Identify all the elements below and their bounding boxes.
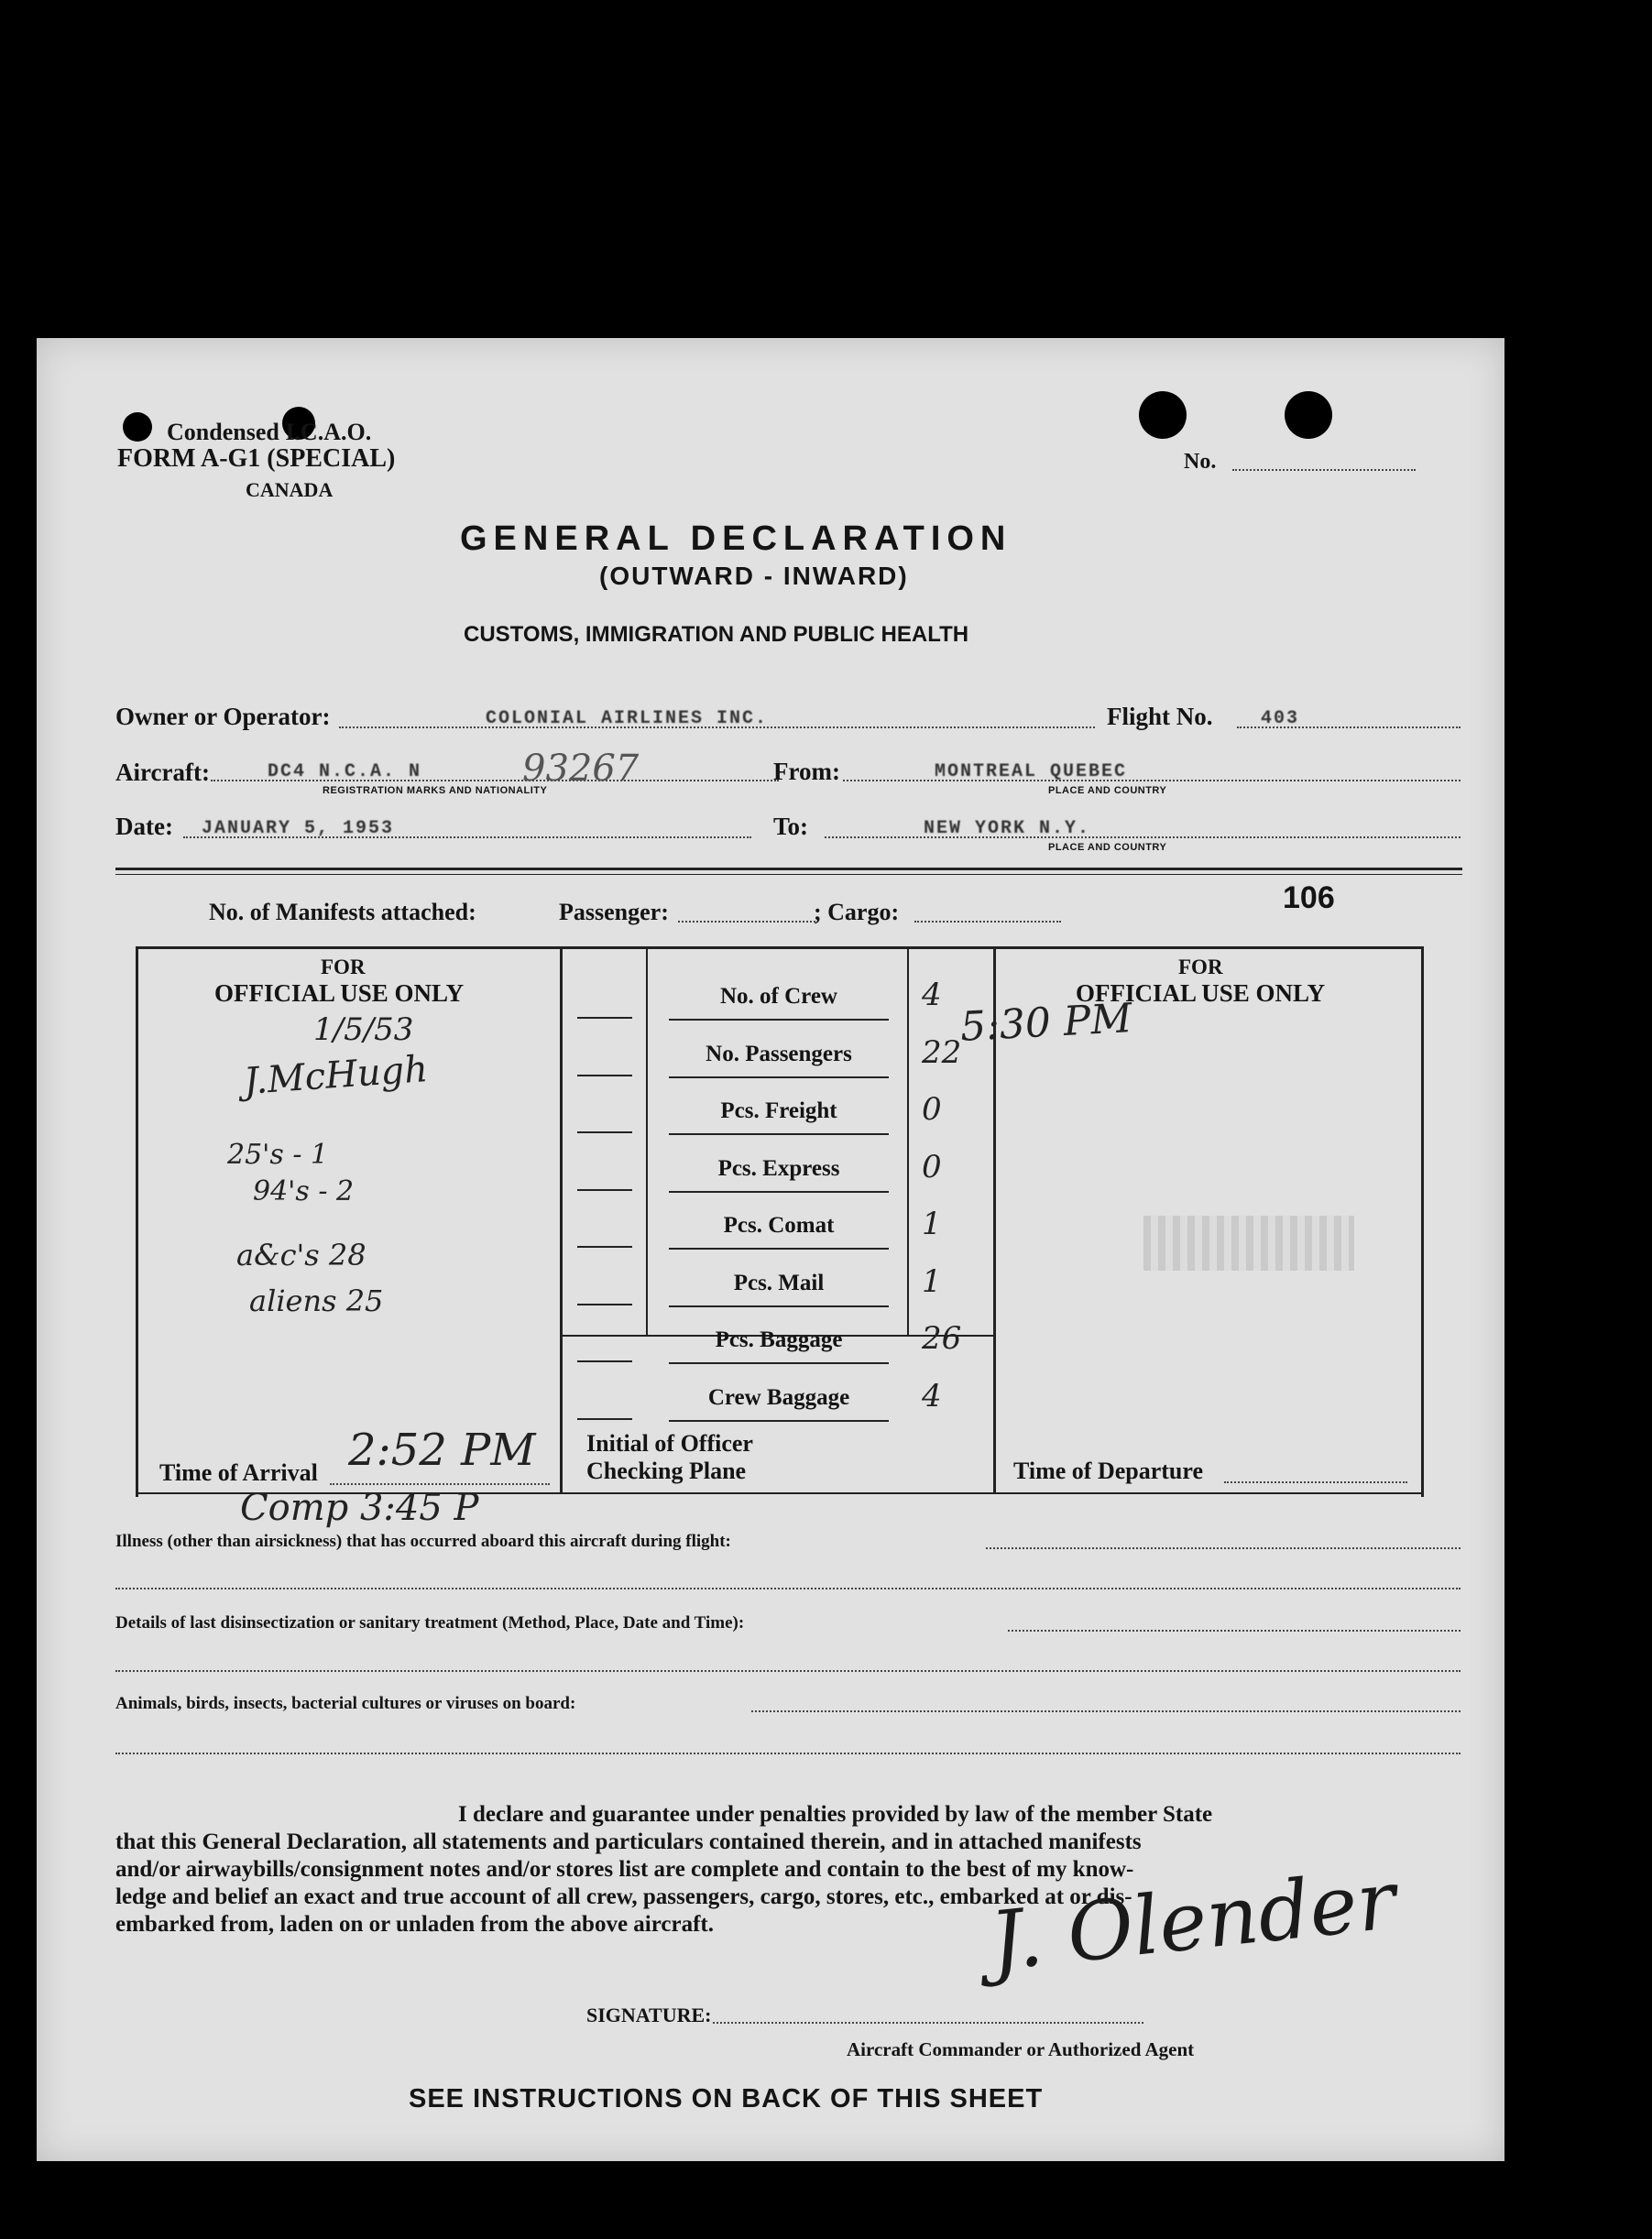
form-line-2: FORM A-G1 (SPECIAL) — [117, 444, 396, 473]
declaration-line-4: ledge and belief an exact and true account of all crew, passengers, cargo, stores, etc., embarked at or dis- — [115, 1884, 1132, 1909]
row-value: 0 — [922, 1091, 942, 1128]
initial-officer-line-2: Checking Plane — [586, 1458, 747, 1484]
row-label: Pcs. Mail — [733, 1270, 825, 1295]
row-label: No. Passengers — [706, 1041, 852, 1066]
declaration-line-3: and/or airwaybills/consignment notes and/or stores list are complete and contain to the best of my know- — [115, 1857, 1134, 1882]
declaration-line-5: embarked from, laden on or unladen from the above aircraft. — [115, 1912, 714, 1937]
declaration-line-2: that this General Declaration, all statements and particulars contained therein, and in attached manifests — [115, 1829, 1142, 1854]
form-number-label: No. — [1184, 450, 1217, 474]
note-officer-signature: J.McHugh — [242, 1048, 430, 1103]
right-official-for: FOR — [1178, 956, 1223, 978]
row-blank-line — [577, 1246, 632, 1248]
row-underline — [669, 1248, 889, 1250]
row-blank-line — [577, 1075, 632, 1076]
from-value: MONTREAL QUEBEC — [935, 761, 1128, 782]
time-departure-line — [1224, 1481, 1407, 1483]
note-line-4: aliens 25 — [249, 1283, 384, 1318]
row-value: 26 — [922, 1320, 962, 1357]
date-label: Date: — [115, 813, 173, 840]
signature-caption: Aircraft Commander or Authorized Agent — [847, 2038, 1195, 2060]
flight-value: 403 — [1261, 708, 1300, 729]
illness-label: Illness (other than airsickness) that has occurred aboard this aircraft during flight: — [115, 1532, 731, 1551]
left-official-for: FOR — [321, 956, 366, 978]
from-label: From: — [773, 758, 840, 785]
manifests-passenger-label: Passenger: — [559, 899, 669, 925]
separator-line-2 — [115, 874, 1462, 875]
row-value: 22 — [922, 1033, 962, 1071]
row-underline — [669, 1019, 889, 1021]
note-date: 1/5/53 — [313, 1011, 414, 1048]
manifests-label: No. of Manifests attached: — [209, 899, 476, 925]
owner-label: Owner or Operator: — [115, 703, 331, 730]
table-divider-label-right — [907, 946, 909, 1337]
declaration-form-sheet — [37, 338, 1504, 2161]
manifests-cargo-line — [914, 921, 1061, 923]
manifests-passenger-line — [678, 921, 815, 923]
row-label: Pcs. Freight — [720, 1098, 837, 1123]
row-value: 4 — [922, 1377, 942, 1414]
disinsect-line-2 — [115, 1670, 1461, 1672]
to-value: NEW YORK N.Y. — [924, 818, 1091, 839]
aircraft-handwritten: 93267 — [522, 748, 640, 790]
row-blank-line — [577, 1131, 632, 1133]
animals-label: Animals, birds, insects, bacterial cultures or viruses on board: — [115, 1694, 576, 1713]
aircraft-caption: REGISTRATION MARKS AND NATIONALITY — [323, 785, 548, 796]
form-line-1: Condensed I.C.A.O. — [167, 419, 372, 445]
row-value: 1 — [922, 1206, 942, 1242]
date-value: JANUARY 5, 1953 — [202, 818, 395, 839]
declaration-line-1: I declare and guarantee under penalties provided by law of the member State — [458, 1802, 1213, 1827]
aircraft-label: Aircraft: — [115, 759, 210, 786]
row-value: 0 — [922, 1148, 942, 1185]
table-divider-label-left — [646, 946, 648, 1337]
row-underline — [669, 1305, 889, 1307]
row-blank-line — [577, 1017, 632, 1019]
signature-label: SIGNATURE: — [586, 2004, 712, 2026]
flight-label: Flight No. — [1107, 703, 1213, 730]
punch-hole-header — [123, 412, 152, 442]
row-underline — [669, 1191, 889, 1193]
handwritten-signature: J. Olender — [985, 1852, 1401, 1989]
to-caption: PLACE AND COUNTRY — [1048, 842, 1167, 853]
manifests-cargo-label: ; Cargo: — [814, 899, 900, 925]
row-value: 1 — [922, 1262, 942, 1300]
illness-line-1 — [986, 1547, 1461, 1549]
aircraft-value: DC4 N.C.A. N — [268, 761, 422, 782]
customs-heading: CUSTOMS, IMMIGRATION AND PUBLIC HEALTH — [464, 622, 969, 647]
signature-line — [713, 2022, 1143, 2024]
row-underline — [669, 1362, 889, 1364]
to-label: To: — [773, 813, 809, 840]
row-label: Pcs. Comat — [723, 1213, 835, 1238]
footer-instructions: SEE INSTRUCTIONS ON BACK OF THIS SHEET — [409, 2084, 1044, 2113]
row-blank-line — [577, 1418, 632, 1420]
row-underline — [669, 1076, 889, 1078]
time-arrival-line — [330, 1483, 550, 1485]
form-line-3: CANADA — [246, 478, 334, 501]
to-line — [825, 836, 1461, 838]
row-label: Crew Baggage — [707, 1384, 850, 1410]
animals-line-1 — [751, 1710, 1461, 1712]
row-underline — [669, 1133, 889, 1135]
disinsect-line-1 — [1008, 1630, 1461, 1632]
page-subtitle: (OUTWARD - INWARD) — [599, 562, 909, 590]
time-arrival-value: 2:52 PM — [348, 1425, 536, 1476]
time-arrival-label: Time of Arrival — [159, 1459, 318, 1486]
initial-officer-line-1: Initial of Officer — [586, 1430, 753, 1457]
punch-hole-left — [1139, 391, 1187, 439]
row-blank-line — [577, 1360, 632, 1362]
row-blank-line — [577, 1189, 632, 1191]
owner-value: COLONIAL AIRLINES INC. — [486, 708, 769, 729]
left-official-title: OFFICIAL USE ONLY — [214, 979, 465, 1007]
illness-line-2 — [115, 1588, 1461, 1589]
right-official-title: OFFICIAL USE ONLY — [1076, 979, 1326, 1007]
note-line-1: 25's - 1 — [227, 1139, 329, 1171]
from-caption: PLACE AND COUNTRY — [1048, 785, 1167, 796]
form-number-field — [1232, 469, 1416, 471]
separator-line-1 — [115, 868, 1462, 870]
right-hand-time: 5:30 PM — [958, 995, 1133, 1051]
row-label: Pcs. Baggage — [715, 1327, 843, 1352]
time-departure-label: Time of Departure — [1013, 1458, 1203, 1484]
animals-line-2 — [115, 1753, 1461, 1754]
stamp-smudge — [1143, 1216, 1354, 1271]
punch-hole-right — [1285, 391, 1332, 439]
row-blank-line — [577, 1304, 632, 1305]
disinsect-label: Details of last disinsectization or sanitary treatment (Method, Place, Date and Time): — [115, 1613, 745, 1633]
row-underline — [669, 1420, 889, 1422]
note-line-2: 94's - 2 — [253, 1175, 355, 1207]
row-label: No. of Crew — [720, 984, 837, 1009]
row-value: 4 — [922, 977, 942, 1013]
row-label: Pcs. Express — [717, 1155, 840, 1181]
note-line-3: a&c's 28 — [236, 1238, 367, 1272]
page-number: 106 — [1283, 880, 1335, 915]
page-title: GENERAL DECLARATION — [460, 519, 1012, 558]
comp-note: Comp 3:45 P — [240, 1487, 479, 1529]
table-divider-left — [560, 946, 563, 1494]
